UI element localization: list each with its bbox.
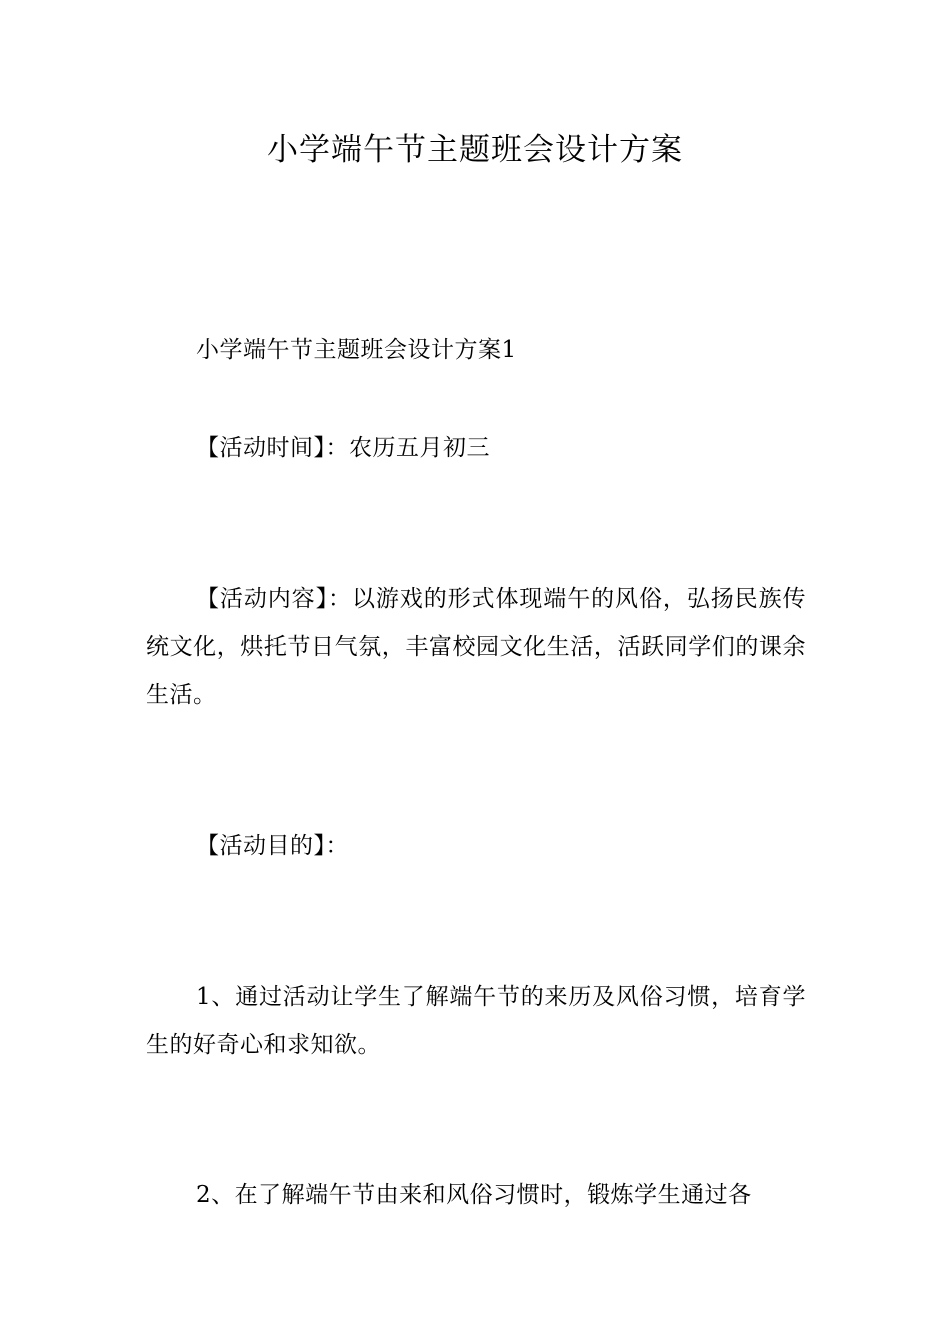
activity-purpose-heading: 【活动目的】： xyxy=(196,833,349,859)
document-title: 小学端午节主题班会设计方案 xyxy=(267,132,683,168)
activity-content-paragraph: 【活动内容】：以游戏的形式体现端午的风俗，弘扬民族传统文化，烘托节日气氛，丰富校园文化生活，活跃同学们的课余生活。 xyxy=(146,586,806,708)
activity-time-paragraph: 【活动时间】：农历五月初三 xyxy=(196,435,490,461)
section-heading: 小学端午节主题班会设计方案1 xyxy=(196,337,517,363)
purpose-item-2: 2、在了解端午节由来和风俗习惯时，锻炼学生通过各 xyxy=(196,1182,752,1208)
purpose-item-1: 1、通过活动让学生了解端午节的来历及风俗习惯，培育学生的好奇心和求知欲。 xyxy=(146,984,806,1058)
